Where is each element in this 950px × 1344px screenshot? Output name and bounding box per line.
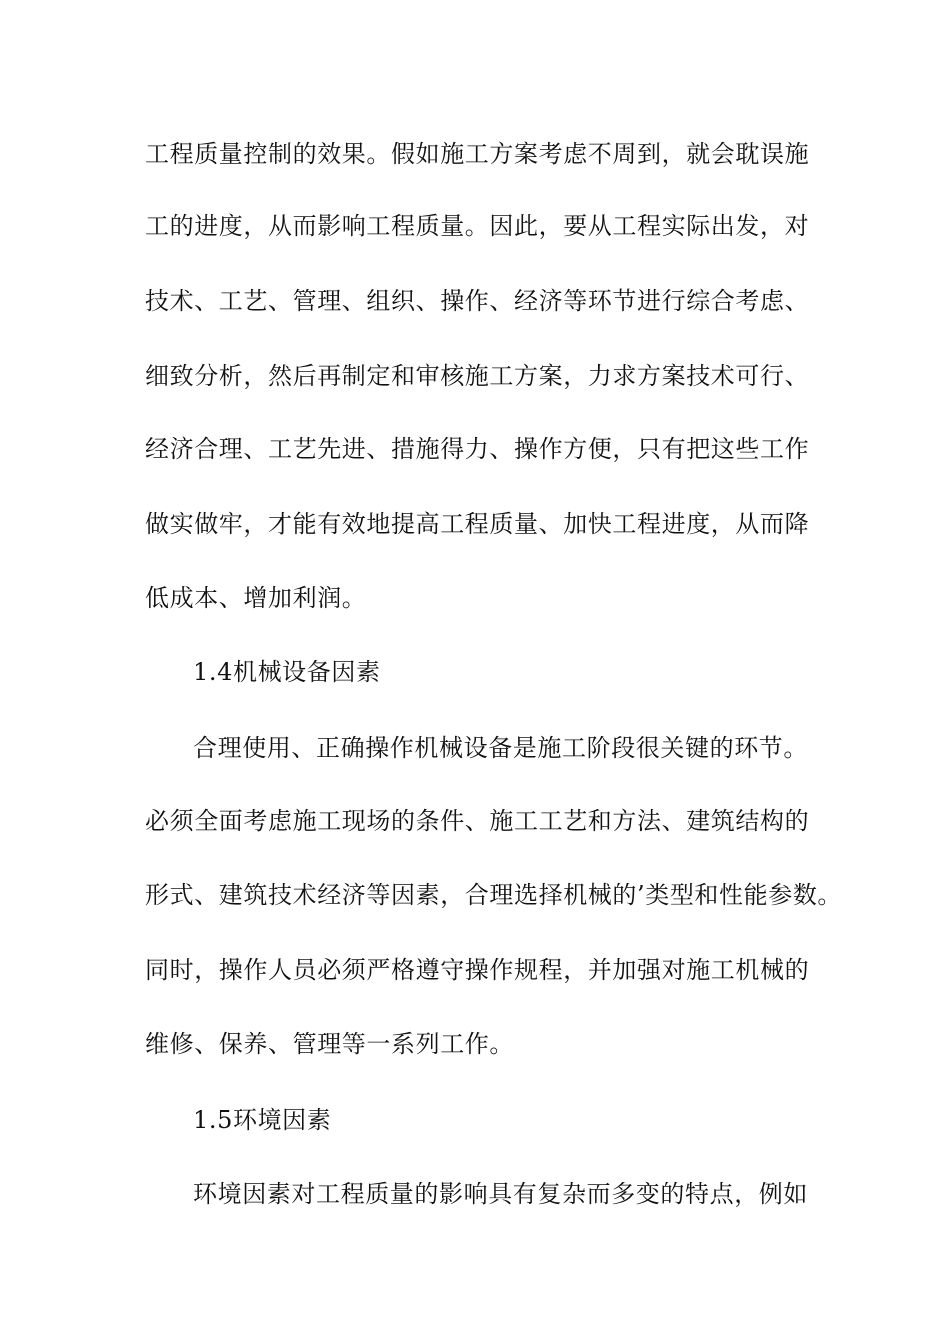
section-heading: 1.5环境因素 xyxy=(193,1106,332,1134)
paragraph-line: 维修、保养、管理等一系列工作。 xyxy=(145,1030,514,1058)
paragraph-line: 技术、工艺、管理、组织、操作、经济等环节进行综合考虑、 xyxy=(145,287,810,315)
paragraph-line: 低成本、增加利润。 xyxy=(145,584,367,612)
paragraph-line: 工的进度，从而影响工程质量。因此，要从工程实际出发，对 xyxy=(145,212,810,240)
paragraph-line: 必须全面考虑施工现场的条件、施工工艺和方法、建筑结构的 xyxy=(145,807,810,835)
paragraph-line: 工程质量控制的效果。假如施工方案考虑不周到，就会耽误施 xyxy=(145,140,810,168)
paragraph-line: 经济合理、工艺先进、措施得力、操作方便，只有把这些工作 xyxy=(145,435,810,463)
paragraph-line: 同时，操作人员必须严格遵守操作规程，并加强对施工机械的 xyxy=(145,956,810,984)
section-heading: 1.4机械设备因素 xyxy=(193,658,381,686)
paragraph-line: 做实做牢，才能有效地提高工程质量、加快工程进度，从而降 xyxy=(145,510,810,538)
paragraph-line: 环境因素对工程质量的影响具有复杂而多变的特点，例如 xyxy=(193,1180,808,1208)
paragraph-line: 形式、建筑技术经济等因素，合理选择机械的’类型和性能参数。 xyxy=(145,881,843,909)
paragraph-line: 合理使用、正确操作机械设备是施工阶段很关键的环节。 xyxy=(193,734,808,762)
paragraph-line: 细致分析，然后再制定和审核施工方案，力求方案技术可行、 xyxy=(145,362,810,390)
